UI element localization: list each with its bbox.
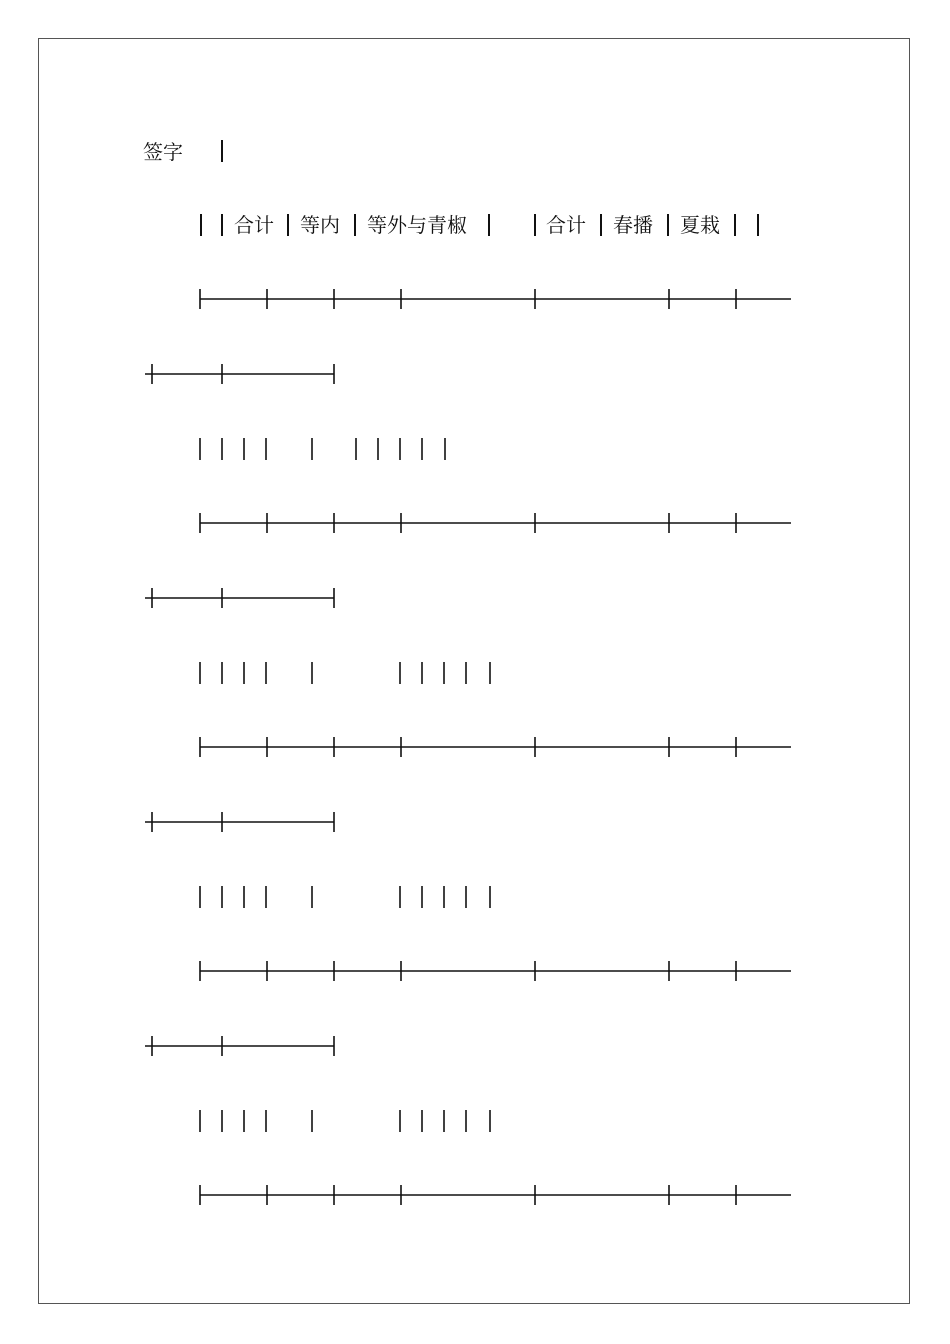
header-total-2: 合计 <box>546 213 586 237</box>
header-summer-planting: 夏栽 <box>680 213 720 237</box>
sign-label: 签字 <box>143 140 183 164</box>
header-grade-out: 等外与青椒 <box>367 213 467 237</box>
header-spring-sowing: 春播 <box>613 213 653 237</box>
header-total-1: 合计 <box>234 213 274 237</box>
header-grade-in: 等内 <box>300 213 340 237</box>
